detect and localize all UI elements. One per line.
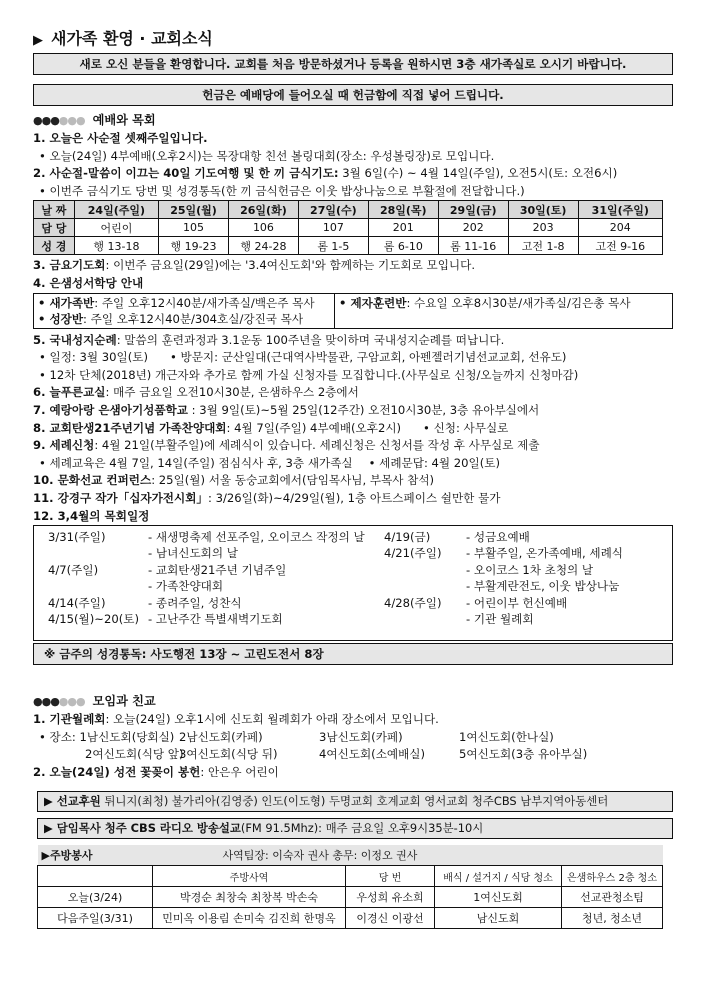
event-text: - 가족찬양대회 bbox=[148, 579, 224, 594]
item-10 bbox=[33, 472, 673, 490]
fellowship-item-1 bbox=[33, 711, 673, 729]
table-cell: 105 bbox=[159, 219, 229, 237]
event-text: - 종려주일, 성찬식 bbox=[148, 595, 242, 610]
item-3-title: 3. 금요기도회 bbox=[33, 258, 106, 273]
event-text: - 부활계란전도, 이웃 밥상나눔 bbox=[466, 579, 620, 594]
list-item bbox=[48, 545, 365, 561]
item-9-title: 9. 세례신청 bbox=[33, 438, 95, 453]
table-cell: 106 bbox=[228, 219, 298, 237]
fasting-schedule-table bbox=[33, 200, 663, 255]
table-cell: 202 bbox=[438, 219, 508, 237]
table-cell: 남신도회 bbox=[435, 908, 562, 929]
bible-reading-note: ※ 금주의 성경통독: 사도행전 13장 ~ 고린도전서 8장 bbox=[33, 643, 673, 665]
table-row bbox=[38, 908, 663, 929]
item-9-sub bbox=[33, 455, 673, 473]
welcome-bar: 새로 오신 분들을 환영합니다. 교회를 처음 방문하셨거나 등록을 원하시면 3층 새가족실로 오시기 바랍니다. bbox=[33, 53, 673, 75]
item-10-text: : 25일(월) 서울 동숭교회에서(담임목사님, 부목사 참석) bbox=[151, 473, 435, 488]
baptism-class: • 세례교육은 4월 7일, 14일(주일) 점심식사 후, 3층 새가족실 bbox=[39, 455, 353, 470]
event-date: 3/31(주일) bbox=[48, 530, 106, 545]
bible-school-left bbox=[34, 294, 335, 328]
row-label: 날 짜 bbox=[34, 201, 75, 219]
item-11-title: 11. 강경구 작가「십자가전시회」 bbox=[33, 490, 208, 505]
service-label: ▶주방봉사 bbox=[38, 845, 153, 866]
table-cell: 다음주일(3/31) bbox=[38, 908, 153, 929]
event-text: - 고난주간 특별새벽기도회 bbox=[148, 612, 283, 627]
table-row bbox=[34, 237, 663, 255]
item-7-text: : 3월 9일(토)~5월 25일(12주간) 오전10시30분, 3층 유아부실에서 bbox=[187, 402, 540, 417]
list-item bbox=[48, 578, 365, 594]
table-row bbox=[38, 887, 663, 908]
list-item bbox=[384, 562, 623, 578]
item-7-title: 7. 예랑아랑 은샘아기성품학교 bbox=[33, 402, 188, 417]
class-discipleship bbox=[339, 295, 631, 311]
triangle-icon: ▶ bbox=[33, 33, 43, 48]
fellowship-item-2 bbox=[33, 764, 673, 782]
bible-school-right bbox=[335, 294, 635, 328]
item-6 bbox=[33, 384, 673, 402]
table-cell: 어린이 bbox=[74, 219, 158, 237]
bible-school-box bbox=[33, 293, 673, 329]
event-text: - 오이코스 1차 초청의 날 bbox=[466, 562, 594, 577]
class-growth bbox=[38, 311, 330, 327]
item-8 bbox=[33, 420, 673, 438]
item-11-text: : 3/26일(화)~4/29일(월), 1층 아트스페이스 쉴만한 물가 bbox=[208, 490, 501, 505]
table-cell: 24일(주일) bbox=[74, 201, 158, 219]
table-cell: 민미옥 이용림 손미숙 김진희 한명옥 bbox=[153, 908, 346, 929]
meeting-places bbox=[33, 729, 673, 764]
item-4: 4. 은샘성서학당 안내 bbox=[33, 275, 144, 290]
item-2-title: 2. 사순절-말씀이 이끄는 40일 기도여행 및 한 끼 금식기도: bbox=[33, 166, 339, 181]
pastoral-calendar-box bbox=[33, 525, 673, 641]
table-cell: 31일(주일) bbox=[578, 201, 662, 219]
section-fellowship bbox=[33, 691, 673, 711]
mission-support-bar bbox=[37, 791, 673, 812]
trip-places: • 방문지: 군산일대(근대역사박물관, 구암교회, 아펜젤러기념선교교회, 선유도) bbox=[169, 350, 567, 365]
dots-icon: ●●●●●● bbox=[33, 114, 85, 127]
item-5-title: 5. 국내성지순례 bbox=[33, 332, 117, 347]
list-item bbox=[48, 595, 365, 611]
table-cell: 27일(수) bbox=[298, 201, 368, 219]
item-9 bbox=[33, 437, 673, 455]
class-label: • 새가족반 bbox=[38, 295, 95, 310]
mission-label: ▶ 선교후원 bbox=[44, 794, 101, 809]
table-cell: 204 bbox=[578, 219, 662, 237]
event-date: 4/28(주일) bbox=[384, 595, 442, 610]
trip-date: • 일정: 3월 30일(토) bbox=[39, 350, 148, 365]
item-8-text: : 4월 7일(주일) 4부예배(오후2시) bbox=[226, 420, 402, 435]
baptism-interview: • 세례문답: 4월 20일(토) bbox=[368, 455, 500, 470]
item-5 bbox=[33, 332, 673, 350]
table-cell: 26일(화) bbox=[228, 201, 298, 219]
item-10-title: 10. 문화선교 컨퍼런스 bbox=[33, 473, 152, 488]
table-cell: 행 24-28 bbox=[228, 237, 298, 255]
table-header: 주방사역 bbox=[153, 866, 346, 887]
table-cell: 107 bbox=[298, 219, 368, 237]
list-item: 2여신도회(식당 앞) bbox=[85, 747, 184, 762]
list-item bbox=[384, 529, 623, 545]
list-item bbox=[384, 611, 623, 627]
table-cell: 행 13-18 bbox=[74, 237, 158, 255]
item-12: 12. 3,4월의 목회일정 bbox=[33, 508, 150, 523]
row-label: 성 경 bbox=[34, 237, 75, 255]
item-6-text: : 매주 금요일 오전10시30분, 은샘하우스 2층에서 bbox=[105, 385, 359, 400]
event-text: - 부활주일, 온가족예배, 세례식 bbox=[466, 546, 624, 561]
table-cell: 30일(토) bbox=[508, 201, 578, 219]
item-3 bbox=[33, 257, 673, 275]
table-row bbox=[38, 866, 663, 887]
table-row bbox=[34, 219, 663, 237]
event-date: 4/15(월)~20(토) bbox=[48, 612, 139, 627]
table-cell: 롬 1-5 bbox=[298, 237, 368, 255]
table-cell: 25일(월) bbox=[159, 201, 229, 219]
table-cell: 고전 9-16 bbox=[578, 237, 662, 255]
class-detail: : 주일 오후12시40분/304호실/강진국 목사 bbox=[83, 311, 304, 326]
table-header: 은샘하우스 2층 청소 bbox=[562, 866, 663, 887]
event-text: - 성금요예배 bbox=[466, 530, 530, 545]
fellowship-item-2-text: : 안은우 어린이 bbox=[200, 764, 279, 779]
table-cell: 롬 11-16 bbox=[438, 237, 508, 255]
list-item: 3남신도회(카페) bbox=[319, 729, 403, 744]
list-item bbox=[48, 562, 365, 578]
table-header: 당 번 bbox=[346, 866, 435, 887]
item-2-text: 3월 6일(수) ~ 4월 14일(주일), 오전5시(토: 오전6시) bbox=[338, 166, 618, 181]
row-label: 담 당 bbox=[34, 219, 75, 237]
event-text: - 남녀신도회의 날 bbox=[148, 546, 238, 561]
item-6-title: 6. 늘푸른교실 bbox=[33, 385, 106, 400]
table-cell: 201 bbox=[368, 219, 438, 237]
event-text: - 교회탄생21주년 기념주일 bbox=[148, 562, 287, 577]
mission-list: 튀니지(최청) 불가리아(김영중) 인도(이도형) 두명교회 호계교회 영서교회 청주CBS 남부지역아동센터 bbox=[100, 794, 609, 809]
event-date: 4/14(주일) bbox=[48, 595, 106, 610]
table-cell: 청년, 청소년 bbox=[562, 908, 663, 929]
list-item bbox=[384, 595, 623, 611]
calendar-right bbox=[384, 529, 623, 627]
fellowship-item-1-text: : 오늘(24일) 오후1시에 신도회 월례회가 아래 장소에서 모입니다. bbox=[105, 712, 439, 727]
offering-bar: 헌금은 예배당에 들어오실 때 헌금함에 직접 넣어 드립니다. bbox=[33, 84, 673, 106]
table-header bbox=[38, 866, 153, 887]
item-5-text: : 말씀의 훈련과정과 3.1운동 100주년을 맞이하며 국내성지순례를 떠납니다. bbox=[116, 332, 505, 347]
table-cell: 고전 1-8 bbox=[508, 237, 578, 255]
item-5-sub bbox=[33, 349, 673, 367]
list-item bbox=[384, 578, 623, 594]
class-new-family bbox=[38, 295, 330, 311]
kitchen-service-table bbox=[37, 845, 663, 929]
fellowship-item-1-title: 1. 기관월례회 bbox=[33, 712, 106, 727]
table-cell: 행 19-23 bbox=[159, 237, 229, 255]
list-item bbox=[48, 611, 365, 627]
item-1-sub: • 오늘(24일) 4부예배(오후2시)는 목장대항 친선 볼링대회(장소: 우성볼링장)로 모입니다. bbox=[39, 148, 495, 163]
event-text: - 새생명축제 선포주일, 오이코스 작정의 날 bbox=[148, 530, 365, 545]
table-cell: 28일(목) bbox=[368, 201, 438, 219]
event-date: 4/21(주일) bbox=[384, 546, 442, 561]
item-2 bbox=[33, 165, 673, 183]
list-item bbox=[48, 529, 365, 545]
bulletin-page bbox=[33, 28, 673, 929]
radio-label: ▶ 담임목사 청주 CBS 라디오 방송설교 bbox=[44, 821, 241, 836]
item-1: 1. 오늘은 사순절 셋째주일입니다. bbox=[33, 131, 208, 145]
page-title bbox=[33, 28, 673, 50]
item-8-signup: • 신청: 사무실로 bbox=[423, 420, 509, 435]
section-worship bbox=[33, 110, 673, 130]
table-cell: 이경신 이광선 bbox=[346, 908, 435, 929]
calendar-left bbox=[48, 529, 365, 627]
service-leaders: 사역팀장: 이숙자 권사 총무: 이정오 권사 bbox=[153, 845, 663, 866]
table-row bbox=[38, 845, 663, 866]
item-2-sub: • 이번주 금식기도 당번 및 성경통독(한 끼 금식헌금은 이웃 밥상나눔으로 부활절에 전달합니다.) bbox=[39, 183, 525, 198]
table-header: 배식 / 설거지 / 식당 청소 bbox=[435, 866, 562, 887]
table-cell: 203 bbox=[508, 219, 578, 237]
item-7 bbox=[33, 402, 673, 420]
list-item: 4여신도회(소예배실) bbox=[319, 747, 426, 762]
class-detail: : 주일 오후12시40분/새가족실/백은주 목사 bbox=[94, 295, 315, 310]
event-text: - 기관 월례회 bbox=[466, 612, 534, 627]
radio-sermon-bar bbox=[37, 818, 673, 839]
list-item: 5여신도회(3층 유아부실) bbox=[459, 747, 588, 762]
table-cell: 선교관청소팀 bbox=[562, 887, 663, 908]
item-3-text: : 이번주 금요일(29일)에는 '3.4여신도회'와 함께하는 기도회로 모입니다. bbox=[105, 258, 476, 273]
table-cell: 롬 6-10 bbox=[368, 237, 438, 255]
item-9-text: : 4월 21일(부활주일)에 세례식이 있습니다. 세례신청은 신청서를 작성 후 사무실로 제출 bbox=[94, 438, 540, 453]
item-5-sub2: • 12차 단체(2018년) 개근자와 추가로 함께 가실 신청자를 모집합니다.(사무실로 신청/오늘까지 신청마감) bbox=[39, 367, 579, 382]
section-heading: 모임과 친교 bbox=[92, 694, 156, 709]
list-item: 1여신도회(한나실) bbox=[459, 729, 554, 744]
table-cell: 오늘(3/24) bbox=[38, 887, 153, 908]
table-cell: 우성희 유소희 bbox=[346, 887, 435, 908]
list-item: 3여신도회(식당 뒤) bbox=[179, 747, 278, 762]
table-cell: 29일(금) bbox=[438, 201, 508, 219]
class-label: • 제자훈련반 bbox=[339, 295, 407, 310]
event-date: 4/19(금) bbox=[384, 530, 431, 545]
fellowship-item-2-title: 2. 오늘(24일) 성전 꽃꽂이 봉헌 bbox=[33, 764, 201, 779]
item-8-title: 8. 교회탄생21주년기념 가족찬양대회 bbox=[33, 420, 227, 435]
list-item: • 장소: 1남신도회(당회실) bbox=[39, 729, 175, 744]
dots-icon: ●●●●●● bbox=[33, 695, 85, 709]
item-11 bbox=[33, 490, 673, 508]
section-heading: 예배와 목회 bbox=[92, 113, 156, 127]
class-detail: : 수요일 오후8시30분/새가족실/김은총 목사 bbox=[406, 295, 631, 310]
radio-detail: (FM 91.5Mhz): 매주 금요일 오후9시35분-10시 bbox=[240, 821, 484, 836]
list-item bbox=[384, 545, 623, 561]
event-date: 4/7(주일) bbox=[48, 562, 99, 577]
list-item: 2남신도회(카페) bbox=[179, 729, 263, 744]
table-cell: 박경순 최창숙 최창복 박손숙 bbox=[153, 887, 346, 908]
event-text: - 어린이부 헌신예배 bbox=[466, 595, 568, 610]
class-label: • 성장반 bbox=[38, 311, 84, 326]
title-text: 새가족 환영 · 교회소식 bbox=[51, 29, 213, 48]
table-row bbox=[34, 201, 663, 219]
table-cell: 1여신도회 bbox=[435, 887, 562, 908]
